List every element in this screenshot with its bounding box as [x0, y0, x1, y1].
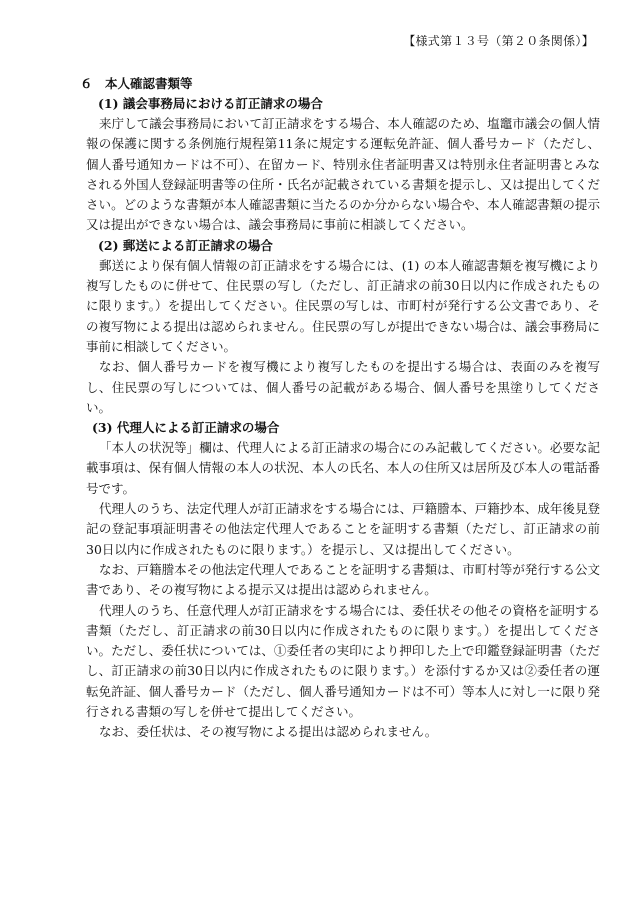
section-3-title: (3) 代理人による訂正請求の場合: [92, 420, 280, 436]
section-2-paragraph-2: なお、個人番号カードを複写機により複写したものを提出する場合は、表面のみを複写し、住民票の写しについては、個人番号の記載がある場合、個人番号を黒塗りしてください。: [86, 359, 600, 415]
section-1-paragraph-1: 来庁して議会事務局において訂正請求をする場合、本人確認のため、塩竈市議会の個人情報の保護に関する条例施行規程第11条に規定する運転免許証、個人番号カード（ただし、個人番号通知カードは不可）、在留カード、特別永住者証明書又は特別永住者証明書とみなされる外国人登録証明書等の住所・氏名が記載されている書類を提示し、又は提出してください。どのような書類が本人確認書類に当たるのか分からない場合や、本人確認書類の提示又は提出ができない場合は、議会事務局に事前に相談してください。: [86, 116, 600, 233]
section-3-paragraph-1: 「本人の状況等」欄は、代理人による訂正請求の場合にのみ記載してください。必要な記載事項は、保有個人情報の本人の状況、本人の氏名、本人の住所又は居所及び本人の電話番号です。: [86, 440, 600, 496]
section-3: [80, 418, 600, 742]
section-3-paragraph-4: 代理人のうち、任意代理人が訂正請求をする場合には、委任状その他その資格を証明する書類（ただし、訂正請求の前30日以内に作成されたものに限ります。）を提出してください。ただし、委任状については、①委任者の実印により押印した上で印鑑登録証明書（ただし、訂正請求の前30日以内に作成されたものに限ります。）を添付するか又は②委任者の運転免許証、個人番号カード（ただし、個人番号通知カードは不可）等本人に対し一に限り発行される書類の写しを併せて提出してください。: [86, 602, 600, 720]
section-3-paragraph-2: 代理人のうち、法定代理人が訂正請求をする場合には、戸籍謄本、戸籍抄本、成年後見登記の登記事項証明書その他法定代理人であることを証明する書類（ただし、訂正請求の前30日以内に作成されたものに限ります。）を提示し、又は提出してください。: [86, 501, 600, 557]
section-3-paragraph-5: なお、委任状は、その複写物による提出は認められません。: [99, 724, 438, 740]
section-2-title: (2) 郵送による訂正請求の場合: [98, 237, 273, 253]
section-2: [80, 236, 600, 418]
section-2-paragraph-1: 郵送により保有個人情報の訂正請求をする場合には、(1) の本人確認書類を複写機により複写したものに併せて、住民票の写し（ただし、訂正請求の前30日以内に作成されたものに限ります。）を提出してください。住民票の写しは、市町村が発行する公文書であり、その複写物による提出は認められません。住民票の写しが提出できない場合は、議会事務局に事前に相談してください。: [86, 257, 600, 354]
section-1: [80, 94, 600, 236]
section-3-paragraph-3: なお、戸籍謄本その他法定代理人であることを証明する書類は、市町村等が発行する公文書であり、その複写物による提示又は提出は認められません。: [86, 561, 600, 598]
section-heading: ６ 本人確認書類等: [80, 76, 193, 91]
document-body: [80, 74, 600, 743]
form-number-label: 【様式第１３号（第２０条関係）】: [403, 34, 594, 48]
section-1-title: (1) 議会事務局における訂正請求の場合: [98, 96, 323, 111]
